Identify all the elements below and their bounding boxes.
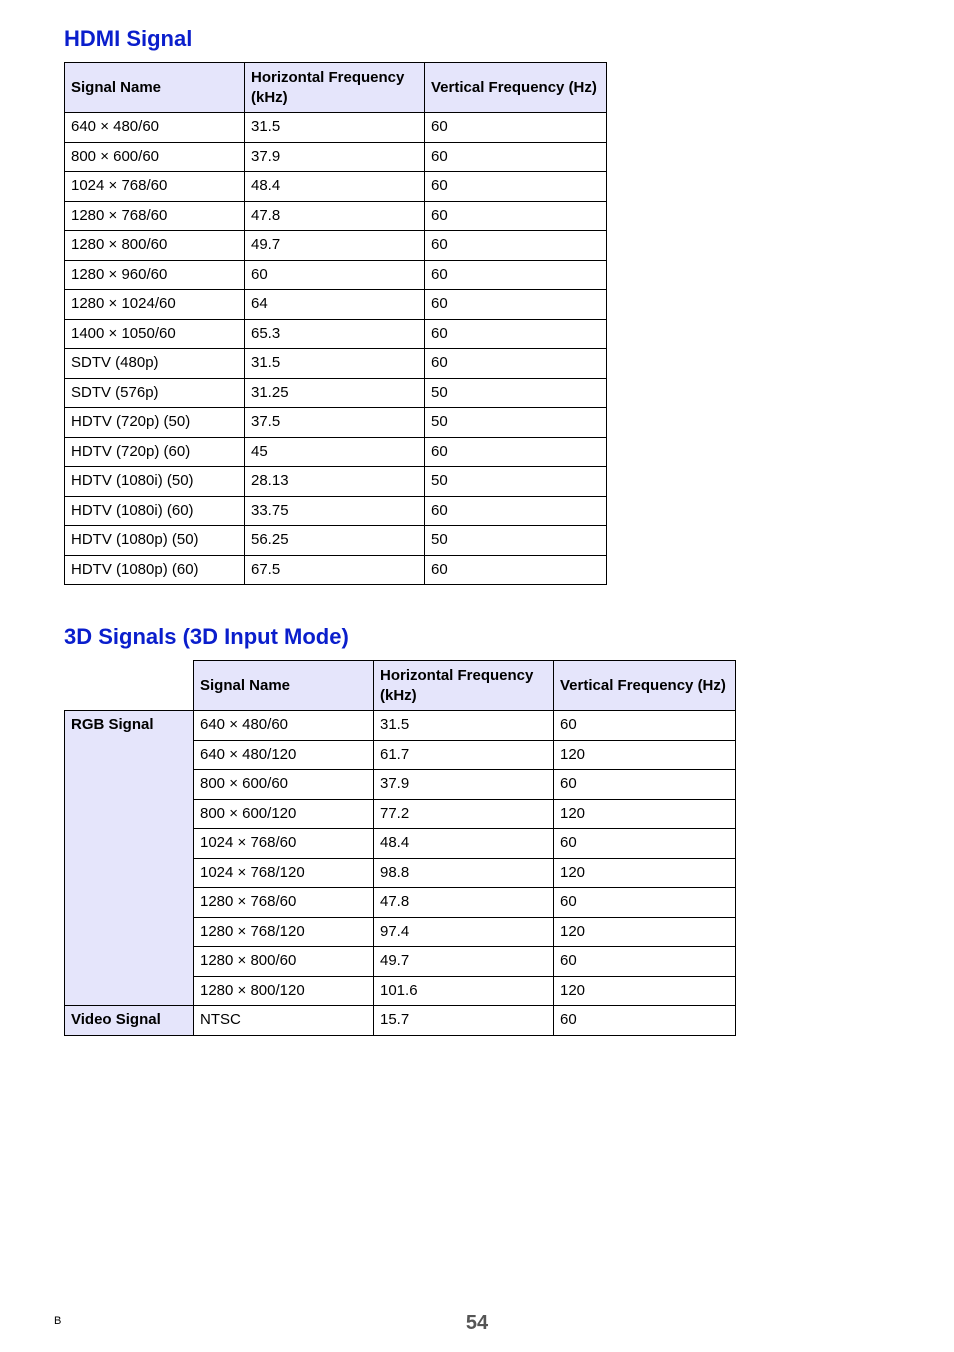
table-row <box>65 172 607 202</box>
signal-name-cell: HDTV (720p) (60) <box>65 437 245 467</box>
vertical-frequency-cell: 60 <box>554 947 736 977</box>
horizontal-frequency-cell: 49.7 <box>245 231 425 261</box>
vertical-frequency-cell: 60 <box>425 260 607 290</box>
horizontal-frequency-cell: 33.75 <box>245 496 425 526</box>
table-row <box>65 1006 736 1036</box>
table-row <box>65 711 736 741</box>
horizontal-frequency-cell: 31.5 <box>245 349 425 379</box>
table-row <box>65 378 607 408</box>
horizontal-frequency-cell: 28.13 <box>245 467 425 497</box>
table-row <box>65 142 607 172</box>
vertical-frequency-cell: 60 <box>554 711 736 741</box>
vertical-frequency-cell: 60 <box>554 829 736 859</box>
signal-name-cell: 640 × 480/60 <box>194 711 374 741</box>
signal-name-cell: HDTV (1080p) (60) <box>65 555 245 585</box>
table-row <box>65 290 607 320</box>
3d-signal-table <box>64 660 736 1036</box>
table-row <box>65 408 607 438</box>
column-header-vertical-frequency: Vertical Frequency (Hz) <box>425 63 607 113</box>
table-row <box>65 349 607 379</box>
vertical-frequency-cell: 60 <box>425 555 607 585</box>
vertical-frequency-cell: 120 <box>554 917 736 947</box>
signal-name-cell: 1280 × 768/60 <box>65 201 245 231</box>
column-header-horizontal-frequency: Horizontal Frequency (kHz) <box>245 63 425 113</box>
horizontal-frequency-cell: 61.7 <box>374 740 554 770</box>
table-row <box>65 437 607 467</box>
horizontal-frequency-cell: 37.5 <box>245 408 425 438</box>
signal-name-cell: NTSC <box>194 1006 374 1036</box>
table-row <box>65 319 607 349</box>
vertical-frequency-cell: 60 <box>425 290 607 320</box>
signal-name-cell: 640 × 480/60 <box>65 113 245 143</box>
table-row <box>65 526 607 556</box>
vertical-frequency-cell: 60 <box>425 319 607 349</box>
vertical-frequency-cell: 50 <box>425 467 607 497</box>
horizontal-frequency-cell: 67.5 <box>245 555 425 585</box>
horizontal-frequency-cell: 47.8 <box>245 201 425 231</box>
vertical-frequency-cell: 120 <box>554 740 736 770</box>
hdmi-signal-table <box>64 62 607 585</box>
column-header-signal-name: Signal Name <box>65 63 245 113</box>
vertical-frequency-cell: 120 <box>554 799 736 829</box>
signal-name-cell: SDTV (576p) <box>65 378 245 408</box>
hdmi-table-body <box>65 113 607 585</box>
horizontal-frequency-cell: 56.25 <box>245 526 425 556</box>
horizontal-frequency-cell: 37.9 <box>374 770 554 800</box>
signal-name-cell: 1280 × 960/60 <box>65 260 245 290</box>
signal-group-label: RGB Signal <box>65 711 194 1006</box>
vertical-frequency-cell: 60 <box>425 496 607 526</box>
horizontal-frequency-cell: 47.8 <box>374 888 554 918</box>
signal-name-cell: HDTV (1080p) (50) <box>65 526 245 556</box>
vertical-frequency-cell: 120 <box>554 976 736 1006</box>
signal-name-cell: 1280 × 800/60 <box>65 231 245 261</box>
signal-name-cell: 1024 × 768/120 <box>194 858 374 888</box>
hdmi-section-title: HDMI Signal <box>64 26 193 51</box>
signal-name-cell: 800 × 600/60 <box>194 770 374 800</box>
signal-name-cell: SDTV (480p) <box>65 349 245 379</box>
column-header-horizontal-frequency: Horizontal Frequency (kHz) <box>374 661 554 711</box>
table-header-row <box>65 63 607 113</box>
column-header-signal-name: Signal Name <box>194 661 374 711</box>
column-header-vertical-frequency: Vertical Frequency (Hz) <box>554 661 736 711</box>
signal-name-cell: 1280 × 768/60 <box>194 888 374 918</box>
signal-name-cell: 1400 × 1050/60 <box>65 319 245 349</box>
vertical-frequency-cell: 60 <box>425 231 607 261</box>
signal-name-cell: HDTV (720p) (50) <box>65 408 245 438</box>
horizontal-frequency-cell: 15.7 <box>374 1006 554 1036</box>
horizontal-frequency-cell: 37.9 <box>245 142 425 172</box>
horizontal-frequency-cell: 48.4 <box>374 829 554 859</box>
signal-name-cell: 640 × 480/120 <box>194 740 374 770</box>
horizontal-frequency-cell: 31.5 <box>245 113 425 143</box>
signal-name-cell: HDTV (1080i) (60) <box>65 496 245 526</box>
vertical-frequency-cell: 120 <box>554 858 736 888</box>
empty-corner-cell <box>65 661 194 711</box>
table-row <box>65 467 607 497</box>
horizontal-frequency-cell: 60 <box>245 260 425 290</box>
horizontal-frequency-cell: 101.6 <box>374 976 554 1006</box>
vertical-frequency-cell: 50 <box>425 378 607 408</box>
vertical-frequency-cell: 50 <box>425 526 607 556</box>
horizontal-frequency-cell: 48.4 <box>245 172 425 202</box>
signal-name-cell: 800 × 600/60 <box>65 142 245 172</box>
signal-group-label: Video Signal <box>65 1006 194 1036</box>
vertical-frequency-cell: 60 <box>554 1006 736 1036</box>
horizontal-frequency-cell: 49.7 <box>374 947 554 977</box>
horizontal-frequency-cell: 65.3 <box>245 319 425 349</box>
signal-name-cell: 1024 × 768/60 <box>194 829 374 859</box>
horizontal-frequency-cell: 31.25 <box>245 378 425 408</box>
horizontal-frequency-cell: 64 <box>245 290 425 320</box>
vertical-frequency-cell: 60 <box>425 113 607 143</box>
table-header-row <box>65 661 736 711</box>
horizontal-frequency-cell: 31.5 <box>374 711 554 741</box>
vertical-frequency-cell: 60 <box>425 142 607 172</box>
table-row <box>65 231 607 261</box>
signal-name-cell: 800 × 600/120 <box>194 799 374 829</box>
horizontal-frequency-cell: 98.8 <box>374 858 554 888</box>
table-row <box>65 260 607 290</box>
vertical-frequency-cell: 50 <box>425 408 607 438</box>
horizontal-frequency-cell: 45 <box>245 437 425 467</box>
page-number: 54 <box>465 1312 489 1334</box>
signal-name-cell: 1024 × 768/60 <box>65 172 245 202</box>
signal-name-cell: 1280 × 1024/60 <box>65 290 245 320</box>
table-row <box>65 496 607 526</box>
vertical-frequency-cell: 60 <box>425 172 607 202</box>
3d-table-body <box>65 711 736 1036</box>
signal-name-cell: 1280 × 800/60 <box>194 947 374 977</box>
horizontal-frequency-cell: 97.4 <box>374 917 554 947</box>
footer-language-letter: B <box>54 1315 62 1327</box>
table-row <box>65 201 607 231</box>
vertical-frequency-cell: 60 <box>425 437 607 467</box>
signal-name-cell: 1280 × 768/120 <box>194 917 374 947</box>
signal-name-cell: HDTV (1080i) (50) <box>65 467 245 497</box>
vertical-frequency-cell: 60 <box>554 770 736 800</box>
vertical-frequency-cell: 60 <box>425 201 607 231</box>
vertical-frequency-cell: 60 <box>554 888 736 918</box>
table-row <box>65 555 607 585</box>
horizontal-frequency-cell: 77.2 <box>374 799 554 829</box>
table-row <box>65 113 607 143</box>
vertical-frequency-cell: 60 <box>425 349 607 379</box>
signal-name-cell: 1280 × 800/120 <box>194 976 374 1006</box>
3d-signals-section-title: 3D Signals (3D Input Mode) <box>64 624 349 649</box>
